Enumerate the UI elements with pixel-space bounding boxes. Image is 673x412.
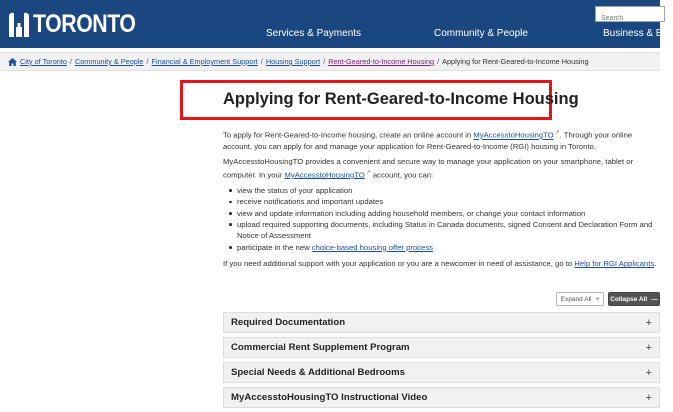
breadcrumb-current-page: Applying for Rent-Geared-to-Income Housing xyxy=(442,57,589,66)
accordion-label: Commercial Rent Supplement Program xyxy=(231,342,410,353)
collapse-all-button[interactable]: Collapse All — xyxy=(608,292,660,306)
accordion-commercial-rent-supplement[interactable] xyxy=(223,337,660,358)
list-item: upload required supporting documents, including Status in Canada documents, signed Consent and Declaration Form and Notice of Assessment xyxy=(223,219,660,242)
site-header xyxy=(0,0,673,48)
intro-paragraph: To apply for Rent-Geared-to-Income housing, create an online account in MyAccesstoHousingTO↗. Through your online account, you can apply for and manage your application for Rent-Geared-to-Income (RGI) housing in Toronto. xyxy=(223,130,633,151)
breadcrumb-separator: / xyxy=(437,57,440,66)
breadcrumb-rgi-housing[interactable]: Rent-Geared-to-Income Housing xyxy=(328,57,435,66)
logo-text: TORONTO xyxy=(33,9,136,38)
plus-icon: + xyxy=(645,316,652,329)
features-list xyxy=(223,185,660,253)
external-link-icon: ↗ xyxy=(554,130,560,136)
accordion-label: Special Needs & Additional Bedrooms xyxy=(231,367,405,378)
accordion-instructional-video[interactable] xyxy=(223,387,660,408)
minus-icon: — xyxy=(651,295,658,303)
plus-icon: + xyxy=(645,366,652,379)
help-for-rgi-applicants-link[interactable]: Help for RGI Applicants xyxy=(574,259,655,269)
main-content xyxy=(223,128,660,274)
expand-all-button[interactable]: Expand All + xyxy=(556,292,604,306)
external-link-icon: ↗ xyxy=(365,169,371,176)
nav-business-economy[interactable]: Business & Eco xyxy=(603,28,673,39)
page-title: Applying for Rent-Geared-to-Income Housing xyxy=(223,90,579,108)
list-item: view and update information including adding household members, or change your contact information xyxy=(223,208,660,219)
accordion-label: MyAccesstoHousingTO Instructional Video xyxy=(231,392,428,403)
support-paragraph: If you need additional support with your application or you are a newcomer in need of assistance, go to Help for RGI Applicants. xyxy=(223,259,657,269)
list-item: participate in the new choice-based housing offer process xyxy=(223,242,660,253)
myaccesstohousingto-link[interactable]: MyAccesstoHousingTO xyxy=(473,130,554,140)
toronto-logo[interactable] xyxy=(8,9,154,39)
search-input[interactable] xyxy=(596,12,664,25)
list-item: receive notifications and important updates xyxy=(223,196,660,207)
search-box[interactable] xyxy=(595,6,665,22)
plus-icon: + xyxy=(595,295,600,303)
breadcrumb xyxy=(0,52,660,71)
plus-icon: + xyxy=(645,341,652,354)
breadcrumb-separator: / xyxy=(323,57,326,66)
breadcrumb-community-people[interactable]: Community & People xyxy=(74,57,144,66)
accordion-required-documentation[interactable] xyxy=(223,312,660,333)
accordion-special-needs-bedrooms[interactable] xyxy=(223,362,660,383)
breadcrumb-financial-employment[interactable]: Financial & Employment Support xyxy=(151,57,258,66)
plus-icon: + xyxy=(645,391,652,404)
breadcrumb-separator: / xyxy=(69,57,72,66)
breadcrumb-separator: / xyxy=(146,57,149,66)
myaccesstohousingto-link[interactable]: MyAccesstoHousingTO xyxy=(284,170,365,180)
breadcrumb-city-of-toronto[interactable]: City of Toronto xyxy=(20,57,67,66)
breadcrumb-housing-support[interactable]: Housing Support xyxy=(265,57,321,66)
choice-based-housing-link[interactable]: choice-based housing offer process xyxy=(311,242,434,252)
home-icon xyxy=(8,58,17,66)
breadcrumb-separator: / xyxy=(260,57,263,66)
nav-community-people[interactable]: Community & People xyxy=(434,28,528,39)
city-hall-icon xyxy=(8,11,30,37)
list-item: view the status of your application xyxy=(223,185,660,196)
accordion-label: Required Documentation xyxy=(231,317,346,328)
nav-services-payments[interactable]: Services & Payments xyxy=(266,28,362,39)
accordion xyxy=(223,312,660,412)
account-paragraph: MyAccesstoHousingTO provides a convenient and secure way to manage your application on your smartphone, tablet or computer. In your MyAccesstoHousingTO↗ account, you can: xyxy=(223,157,634,180)
